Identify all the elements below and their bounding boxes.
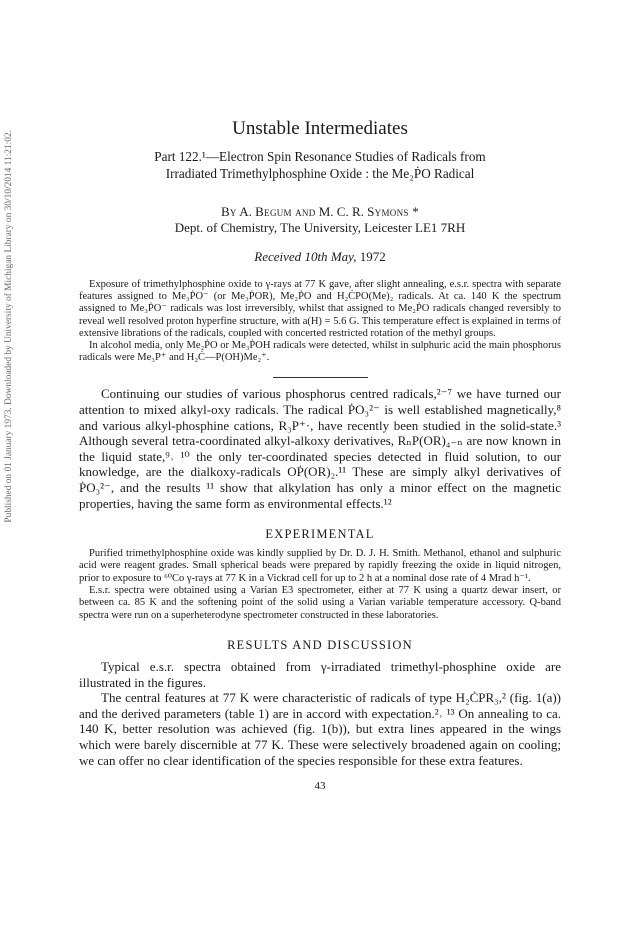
paper-page (79, 118, 561, 792)
introduction (79, 386, 561, 511)
section-divider (273, 377, 368, 378)
experimental-paragraph: Purified trimethylphosphine oxide was kindly supplied by Dr. D. J. H. Smith. Methanol, ethanol and sulphuric acid were reagent grades. Small spherical beads were prepared by rapidly freezing the oxide in liquid nitrogen, prior to exposure to ⁶⁰Co γ-rays at 77 K in a Vickrad cell for up to 2 h at a nominal dose rate of 4 Mrad h⁻¹. (79, 548, 561, 584)
subtitle-line-1: Part 122.¹—Electron Spin Resonance Studies of Radicals from (154, 149, 486, 164)
download-watermark (2, 130, 16, 650)
paper-title: Unstable Intermediates (232, 118, 408, 139)
intro-paragraph: Continuing our studies of various phosphorus centred radicals,²⁻⁷ we have turned our attention to mixed alkyl-oxy radicals. The radical ṖO₃²⁻ is well established magnetically,⁸ and various alkyl-phosphine cations, R₃P⁺·, have recently been studied in the solid-state.³ Although several tetra-coordinated alkyl-alkoxy derivatives, RₙP(OR)₄₋ₙ are now known in the liquid state,⁹˒ ¹⁰ the only ter-coordinated species detected in fluid solution, to our knowledge, are the dialkoxy-radicals OṖ(OR)₂.¹¹ These are simply alkyl derivatives of ṖO₃²⁻, and the results ¹¹ show that alkylation has only a minor effect on the magnetic properties, having the same form as environmental effects.¹² (79, 386, 561, 511)
download-watermark-text: Published on 01 January 1973. Downloaded by University of Michigan Library on 30/10/2014 11:21:02. (4, 130, 14, 523)
results-section (79, 659, 561, 768)
abstract (79, 279, 561, 364)
received-date (79, 249, 561, 265)
experimental-paragraph: E.s.r. spectra were obtained using a Varian E3 spectrometer, either at 77 K using a quartz dewar insert, or between ca. 85 K and the softening point of the solid using a Varian variable temperature accessory. Q-band spectra were run on a superheterodyne spectrometer constructed in these laboratories. (79, 585, 561, 621)
results-paragraph: The central features at 77 K were characteristic of radicals of type H₂ĊPR₃,² (fig. 1(a)) and the derived parameters (table 1) are in accord with expectation.²˒ ¹³ On annealing to ca. 140 K, better resolution was achieved (fig. 1(b)), but extra lines appeared in the wings which were barely discernible at 77 K. These were selectively broadened again on cooling; we can offer no clear identification of the species responsible for these extra features. (79, 690, 561, 768)
author-1-initials: A. (239, 204, 252, 219)
author-by: By (220, 204, 237, 219)
affiliation: Dept. of Chemistry, The University, Leicester LE1 7RH (174, 220, 466, 235)
paper-subtitle (79, 148, 561, 182)
paper-header (79, 118, 561, 265)
author-2-surname: Symons * (367, 204, 420, 219)
results-paragraph: Typical e.s.r. spectra obtained from γ-irradiated trimethyl-phosphine oxide are illustrated in the figures. (79, 658, 561, 690)
subtitle-line-2: Irradiated Trimethylphosphine Oxide : the Me₂ṖO Radical (165, 166, 475, 181)
received-prefix: Received (254, 249, 302, 264)
abstract-paragraph: Exposure of trimethylphosphine oxide to γ-rays at 77 K gave, after slight annealing, e.s.r. spectra with separate features assigned to Me₃ṖO⁻ (or Me₃ṖOR), Me₂ṖO and H₂ĊPO(Me)₂ radicals. At ca. 140 K the spectrum assigned to Me₃ṖO⁻ radicals was lost irreversibly, whilst that assigned to Me₂ṖO radicals changed reversibly to reveal well resolved proton hyperfine structure, with a(H) = 5.6 G. This temperature effect is explained in terms of extensive librations of the radicals, coupled with concerted restricted rotation of the methyl groups. (79, 279, 561, 339)
author-and: and (295, 204, 316, 219)
author-1-surname: Begum (255, 204, 292, 219)
received-year: 1972 (359, 249, 386, 264)
author-line (79, 204, 561, 220)
experimental-section (79, 548, 561, 622)
abstract-paragraph: In alcohol media, only Me₂ṖO or Me₃ṖOH radicals were detected, whilst in sulphuric acid the main phosphorus radicals were Me₃P⁺ and H₂Ċ—P(OH)Me₂⁺. (79, 340, 561, 364)
page-number: 43 (314, 780, 326, 793)
received-month: May, (330, 249, 357, 264)
received-day: 10th (304, 249, 328, 264)
results-heading: RESULTS AND DISCUSSION (227, 637, 413, 652)
experimental-heading: EXPERIMENTAL (265, 527, 375, 542)
author-2-initials: M. C. R. (318, 204, 364, 219)
